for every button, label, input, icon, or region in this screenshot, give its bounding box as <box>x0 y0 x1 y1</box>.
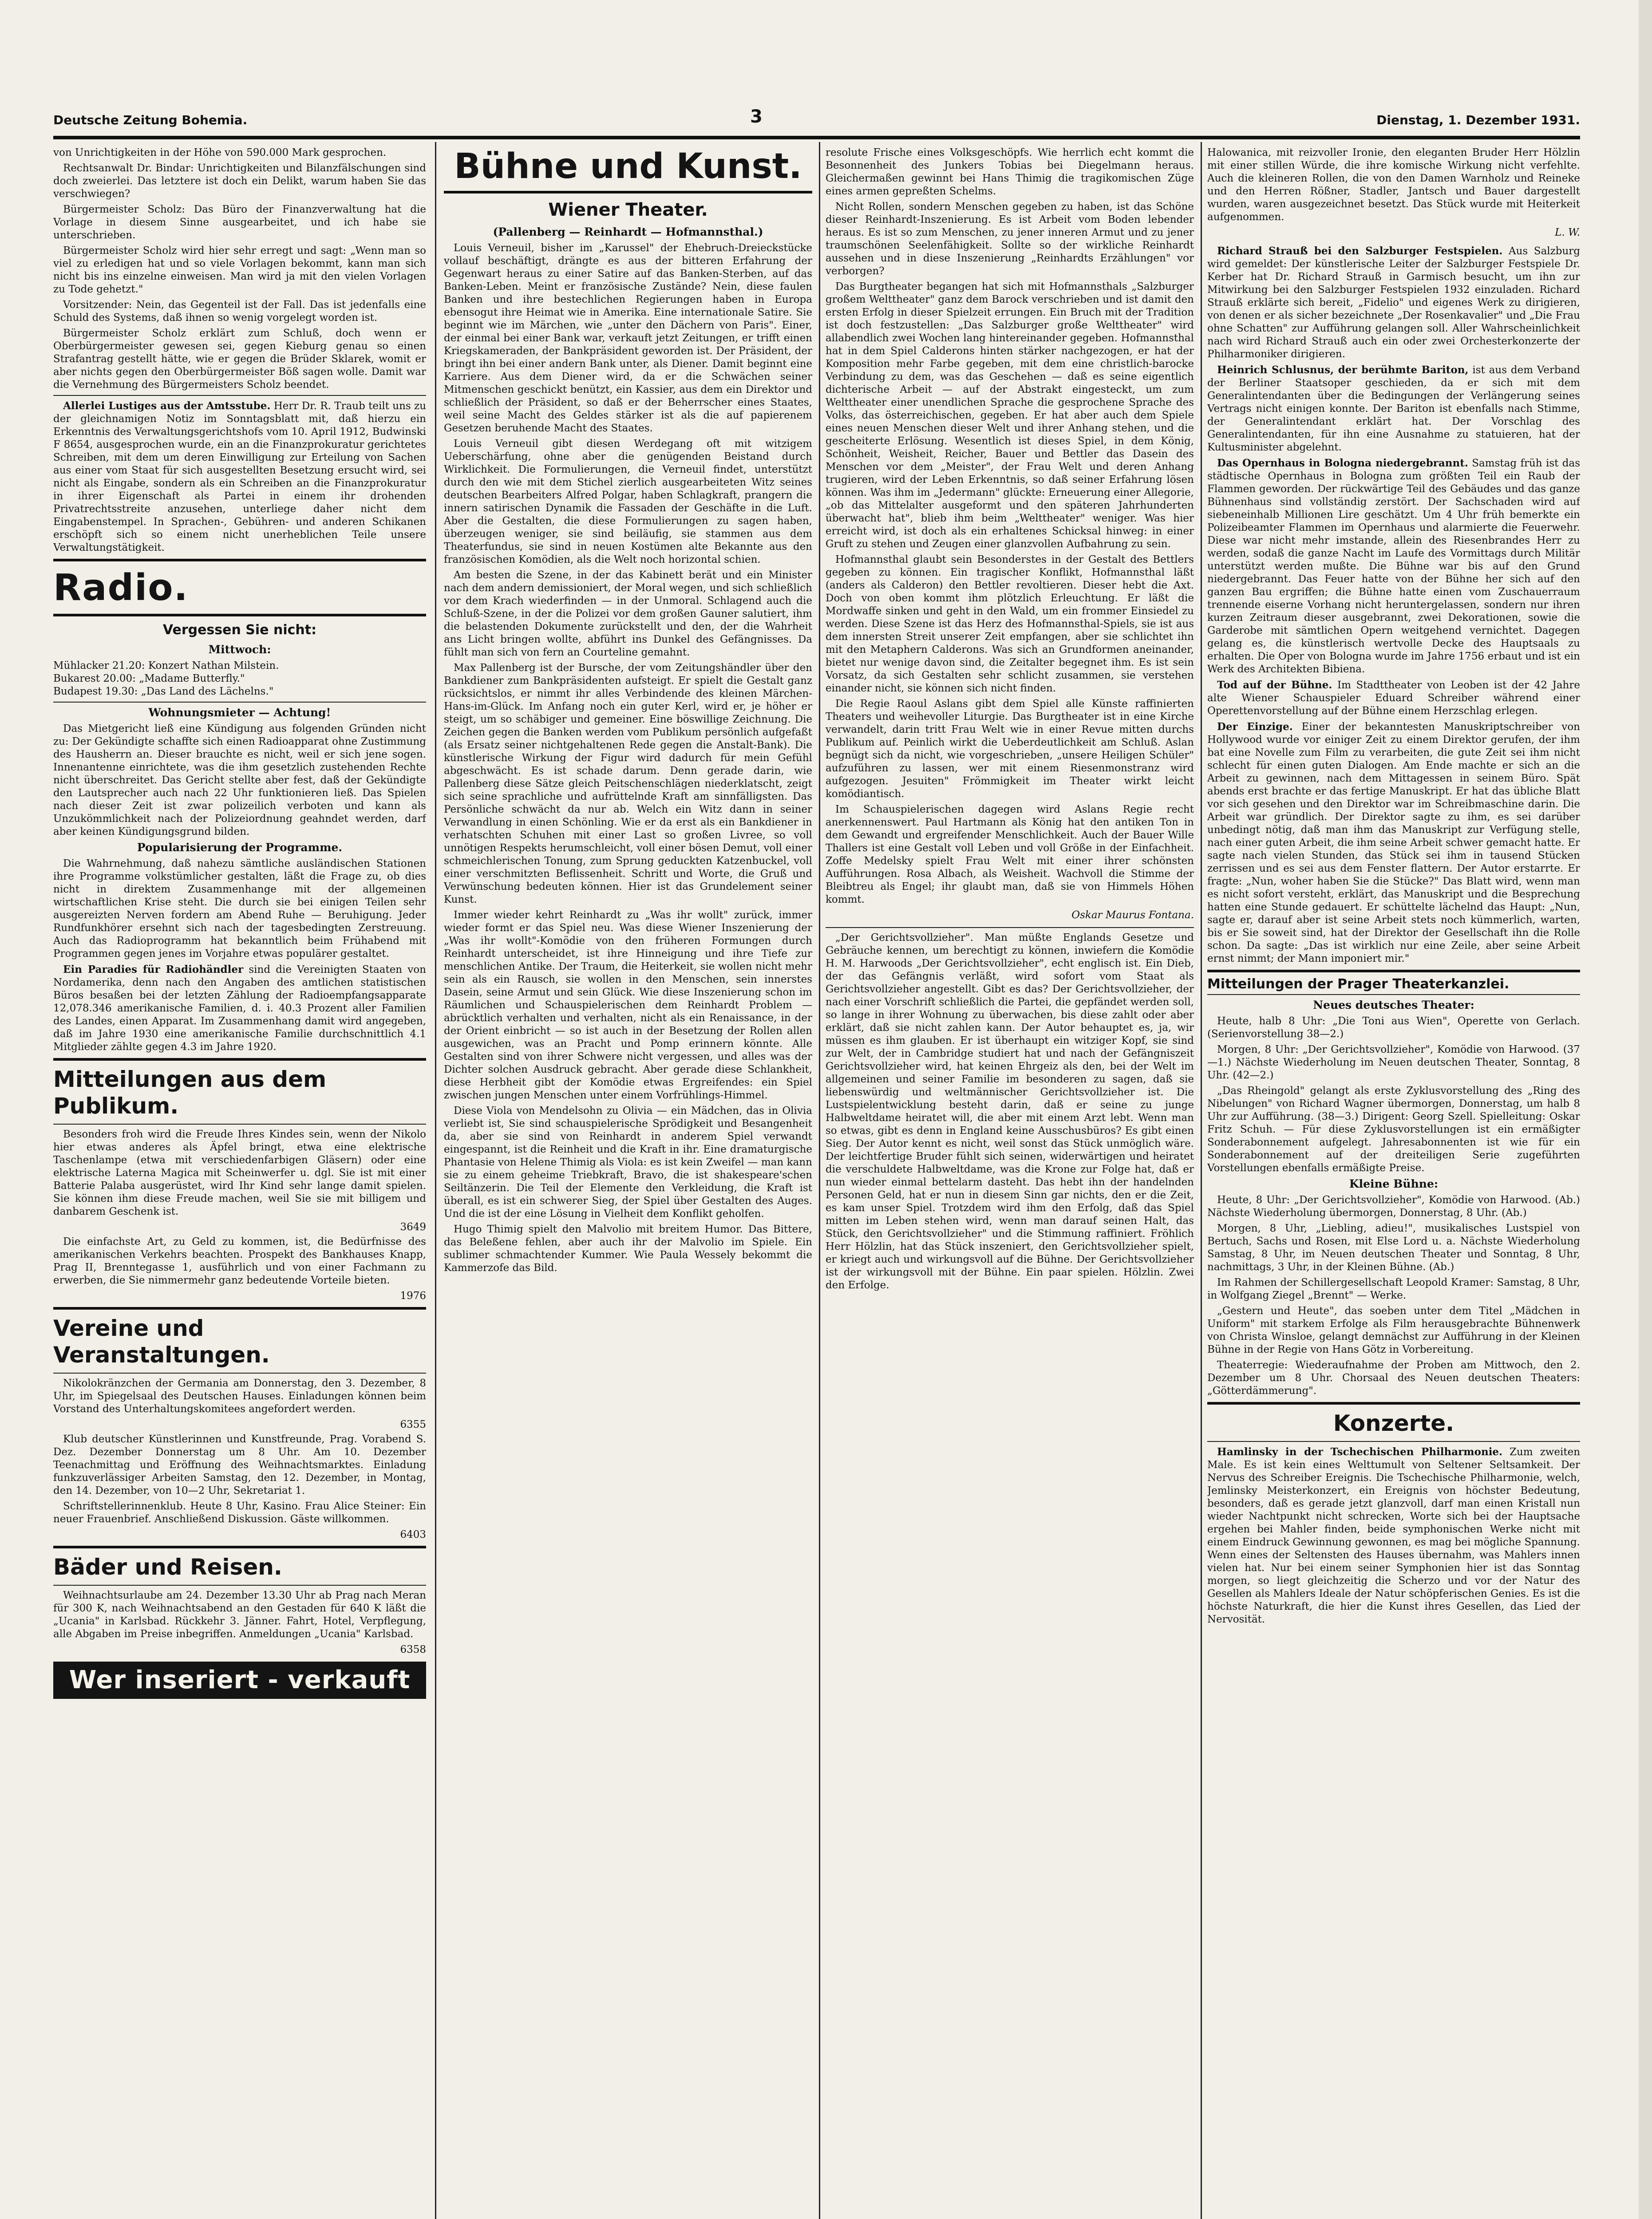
article-paragraph: Halowanica, mit reizvoller Ironie, den eleganten Bruder Herr Hölzlin mit einer stillen Würde, die ihre komische Wirkung nicht verfehlte. Auch die kleineren Rollen, die von den Damen Warnholz und Reineke und den Herren Rößner, Stadler, Jantsch und Bauer dargestellt wurden, waren ausgezeichnet besetzt. Das Stück wurde mit Heiterkeit aufgenommen. <box>1207 147 1580 223</box>
article-paragraph: Immer wieder kehrt Reinhardt zu „Was ihr wollt" zurück, immer wieder formt er das Spiel neu. Was diese Wiener Inszenierung der „Was ihr wollt"-Komödie von den früheren Formungen durch Reinhardt unterscheidet, ist ihre Hinneigung und ihre Tiefe zur menschlichen Antike. Der Traum, die Heiterkeit, sie wollen nicht mehr sein als ein Rausch, sie wollen in den Menschen, sein innerstes Dasein, seine Armut und sein Glück. Wie diese Inszenierung schon im Räumlichen und Schauspielerischen dem Reinhardt Problem — abrücktlich verhalten und verhalten, nicht als ein Renaissance, in der der Orient einbricht — so ist auch in der Besetzung der Rollen allen ausgewichen, was an Pracht und Pomp erinnern könnte. Alle Gestalten sind von ihrer Schwere nicht vergessen, und alles was der Dichter solchen Ausdruck gebracht. Aber gerade diese Schlankheit, diese Herbheit gibt der Komödie etwas Ergreifendes: ein Spiel zwischen jungen Menschen unter einem Vorfrühlings-Himmel. <box>444 909 812 1101</box>
announcement-item: Heute, halb 8 Uhr: „Die Toni aus Wien", Operette von Gerlach. (Serienvorstellung 38—2.) <box>1207 1015 1580 1040</box>
section-rule <box>826 927 1194 928</box>
article-paragraph: Bürgermeister Scholz: Das Büro der Finanzverwaltung hat die Vorlage in diesem Sinne ausgearbeitet, und ich habe sie unterschrieben. <box>53 204 426 241</box>
article-text: Aus Salzburg wird gemeldet: Der künstlerische Leiter der Salzburger Festspiele Dr. Kerber hat Dr. Richard Strauß in Garmisch besucht, um ihn zur Mitwirkung bei den Salzburger Festspielen 1932 einzuladen. Richard Strauß erklärte sich bereit, „Fidelio" und eigenes Werk zu dirigieren, von denen er als sicher bezeichnete „Der Rosenkavalier" und „Die Frau ohne Schatten" zur Aufführung gelangen soll. Aller Wahrscheinlichkeit nach wird Richard Strauß auch ein oder zwei Orchesterkonzerte der Philharmoniker dirigieren. <box>1207 245 1580 360</box>
notice-paragraph: Besonders froh wird die Freude Ihres Kindes sein, wenn der Nikolo hier etwas anderes als Äpfel bringt, etwa eine elektrische Taschenlampe (etwa mit verschiedenfarbigen Gläsern) oder eine elektrische Laterna Magica mit Scheinwerfer u. dgl. Sie ist mit einer Batterie Palaba ausgerüstet, wird Ihr Kind sehr lange damit spielen. Sie können ihm diese Freude machen, weil Sie sie mit billigem und danbarem Geschenk ist. <box>53 1129 426 1217</box>
article-text: Herr Dr. R. Traub teilt uns zu der gleichnamigen Notiz im Sonntagsblatt mit, daß hierzu ein Erkenntnis des Verwaltungsgerichtshofs vom 10. April 1912, Budwinski F 8654, ausgesprochen wurde, ein an die Finanzprokuratur gerichtetes Schreiben, mit dem um deren Einwilligung zur Erteilung von Sachen aus einer vom Staat für sich ausgestellten Besetzung ersucht wird, sei nicht als Eingabe, sondern als ein Schreiben an die Finanzprokuratur in ihrer Eigenschaft als Partei in einem ihr drohenden Privatrechtsstreite anzusehen, unterliege daher nicht dem Eingabenstempel. In Sprachen-, Gebühren- und anderen Schikanen erschöpft sich so einem nicht unerheblichen Teile unsere Verwaltungstätigkeit. <box>53 400 426 553</box>
tenant-title: Wohnungsmieter — Achtung! <box>148 706 331 719</box>
advertising-banner: Wer inseriert - verkauft <box>53 1662 426 1699</box>
notice-paragraph: Die einfachste Art, zu Geld zu kommen, ist, die Bedürfnisse des amerikanischen Verkehrs beachten. Prospekt des Bankhauses Knapp, Prag II, Brenntegasse 1, ausführlich und von einer Fachmann zu erwerben, die Sie nimmermehr ganz bedeutende Vorteile bieten. <box>53 1236 426 1286</box>
article-paragraph: von Unrichtigkeiten in der Höhe von 590.000 Mark gesprochen. <box>53 147 387 158</box>
article-paragraph: Die Regie Raoul Aslans gibt dem Spiel alle Künste raffinierten Theaters und weihevoller Liturgie. Das Burgtheater ist in eine Kirche verwandelt, darin tritt Frau Welt wie in einer Revue mitten durchs Publikum auf. Peinlich wirkt die Ueberdeutlichkeit am Schluß. Aslan begnügt sich da nicht, wie vorgeschrieben, „unsere Heiligen Schüler" aufzuführen zu lassen, wer mit einem Riesenmonstranz wird aufgezogen. Jesuiten" Frömmigkeit im Theater wirkt leicht komödiantisch. <box>826 698 1194 800</box>
section-rule <box>53 1058 426 1061</box>
notice-number: 6355 <box>400 1419 426 1430</box>
announcement-item: „Das Rheingold" gelangt als erste Zyklusvorstellung des „Ring des Nibelungen" von Richard Wagner übermorgen, Donnerstag, um halb 8 Uhr zur Aufführung. (38—3.) Dirigent: Georg Szell. Spielleitung: Oskar Fritz Schuh. — Für diese Zyklusvorstellungen ist ein ermäßigter Sonderabonnement aufgelegt. Jahresabonnenten ist wie für ein Sonderabonnement auf der dreiteiligen Serie zugeführten Vorstellungen ebenfalls ermäßigte Preise. <box>1207 1085 1580 1174</box>
article-kicker: (Pallenberg — Reinhardt — Hofmannsthal.) <box>493 225 763 238</box>
article-paragraph: Bürgermeister Scholz wird hier sehr erregt und sagt: „Wenn man so viel zu erledigen hat und so viele Vorlagen bekommt, kann man sich nicht bis ins einzelne einweisen. Man wird ja mit den vielen Vorlagen zu Tode gehetzt." <box>53 245 426 295</box>
notice-paragraph: Weihnachtsurlaube am 24. Dezember 13.30 Uhr ab Prag nach Meran für 300 K, nach Weihnachtsabend an den Gestaden für 640 K läßt die „Ucania" in Karlsbad. Rückkehr 3. Jänner. Fahrt, Hotel, Verpflegung, alle Abgaben im Preise inbegriffen. Anmeldungen „Ucania" Karlsbad. <box>53 1590 426 1640</box>
article-text: Samstag früh ist das städtische Opernhaus in Bologna zum größten Teil ein Raub der Flammen geworden. Der rückwärtige Teil des Gebäudes und das ganze Bühnenhaus sind vollständig zerstört. Der Sachschaden wird auf siebeneinhalb Millionen Lire geschätzt. Um 4 Uhr früh bemerkte ein Polizeibeamter Flammen im Opernhaus und alarmierte die Feuerwehr. Diese war nicht mehr imstande, allein des Riesenbrandes Herr zu werden, sodaß die ganze Nacht im Laufe des Vormittags durch Militär unterstützt werden mußte. Die Bühne war bis auf den Grund niedergebrannt. Das Feuer hatte von der Bühne her sich auf den ganzen Bau ergriffen; die Bühne hatte einen vom Zuschauerraum trennende eiserne Vorhang nicht heruntergelassen, sondern nur ihren kurzen Zeitraum dieser ausgebrannt, zwei Dekorationen, sowie die Garderobe mit sämtlichen Opern weitgehend vernichtet. Dagegen gelang es, die künstlerisch wertvolle Decke des Hauptsaals zu erhalten. Die Oper von Bologna wurde im Jahre 1756 erbaut und ist ein Werk des Architekten Bibiena. <box>1207 458 1580 675</box>
article-text: Im Stadttheater von Leoben ist der 42 Jahre alte Wiener Schauspieler Eduard Schreiber während einer Operettenvorstellung auf der Bühne einem Herzschlag erlegen. <box>1207 679 1580 717</box>
popular-title: Popularisierung der Programme. <box>137 841 343 854</box>
page-header <box>53 107 1580 133</box>
section-rule <box>53 1124 426 1125</box>
section-rule <box>53 1307 426 1310</box>
notice-number: 6403 <box>400 1529 426 1540</box>
section-rule <box>444 191 812 193</box>
article-paragraph <box>53 963 426 1054</box>
article-paragraph <box>1207 457 1580 676</box>
events-section-title: Vereine und Veranstaltungen. <box>53 1315 270 1368</box>
article-headline: Heinrich Schlusnus, der berühmte Bariton, <box>1217 364 1469 376</box>
article-title: Wiener Theater. <box>548 200 708 220</box>
announcement-item: Morgen, 8 Uhr: „Der Gerichtsvollzieher", Komödie von Harwood. (37—1.) Nächste Wiederholung im Neuen deutschen Theater, Sonntag, 8 Uhr. (42—2.) <box>1207 1044 1580 1081</box>
article-paragraph: Bürgermeister Scholz erklärt zum Schluß, doch wenn er Oberbürgermeister gewesen sei, gegen Kieburg genau so einen Strafantrag gestellt hätte, wie er gegen die Brüder Sklarek, womit er aber nichts gegen den Oberbürgermeister Böß sagen wolle. Damit war die Vernehmung des Bürgermeisters Scholz beendet. <box>53 328 426 391</box>
column-rule <box>435 142 436 2219</box>
article-paragraph <box>1207 679 1580 718</box>
article-paragraph: Nicht Rollen, sondern Menschen gegeben zu haben, ist das Schöne dieser Reinhardt-Inszenierung. Es ist Arbeit vom Boden lebender heraus. Es ist so zum Menschen, zu jener inneren Armut und zu jener traumschönen Seelenfähigkeit. Sollte so der wirkliche Reinhardt aussehen und in diese Inszenierung „Reinhardts Erzählungen" vor verborgen? <box>826 201 1194 277</box>
section-rule <box>53 395 426 396</box>
article-headline: Hamlinsky in der Tschechischen Philharmonie. <box>1217 1446 1503 1458</box>
article-paragraph <box>1207 720 1580 965</box>
article-paragraph: Louis Verneuil gibt diesen Werdegang oft mit witzigem Ueberschärfung, ohne aber die genügenden Beistand durch Wirklichkeit. Die Formulierungen, die Verneuil findet, unterstützt durch den wie mit dem Stichel zierlich ausgearbeiteten Witz seines deutschen Bearbeiters Alfred Polgar, haben Schlagkraft, prangern die innern satirischen Dynamik die Fassaden der Geschäfte in die Luft. Aber die Gestalten, die diese Formulierungen zu sagen haben, überzeugen weniger, sie sind beiläufig, sie stammen aus dem Theaterfundus, sie sind in neuen Kostümen alte Bekannte aus den französischen Komödien, als die Welt noch horizontal schien. <box>444 438 812 565</box>
notice-number: 6358 <box>400 1644 426 1655</box>
article-paragraph: Am besten die Szene, in der das Kabinett berät und ein Minister nach dem andern demissioniert, der Moral wegen, und sich schließlich vor dem Krach wiederfinden — in der Unmoral. Schlagend auch die Schluß-Szene, in der die Polizei vor dem großen Gauner salutiert, ihm die belastenden Dokumente zurückstellt und den, der die Wahrheit ans Licht bringen wollte, abführt ins Dunkel des Gefängnisses. Da fühlt man sich von fern an Courteline gemahnt. <box>444 569 812 658</box>
article-paragraph <box>1207 1445 1580 1626</box>
notice-paragraph: Klub deutscher Künstlerinnen und Kunstfreunde, Prag. Vorabend S. Dez. Dezember Donnerstag um 8 Uhr. Am 10. Dezember Teenachmittag und Eröffnung des Weihnachtsmarktes. Einladung funkzuverlässiger Arbeiten Samstag, den 12. Dezember, in Montag, den 14. Dezember, von 10—2 Uhr, Sekretariat 1. <box>53 1433 426 1496</box>
section-rule <box>53 559 426 561</box>
public-section-title: Mitteilungen aus dem Publikum. <box>53 1066 327 1119</box>
article-paragraph: Im Schauspielerischen dagegen wird Aslans Regie recht anerkennenswert. Paul Hartmann als König hat den antiken Ton in dem Gewandt und ergreifender Menschlichkeit. Auch der Bauer Wille Thallers ist eine Gestalt voll Leben und voll Größe in der Einfachheit. Zoffe Medelsky spielt Frau Welt mit einer ihrer schönsten Aufführungen. Rosa Albach, als Weisheit. Wachvoll die Stimme der Bleibtreu als Engel; ihr glaubt man, daß sie von Himmels Höhen kommt. <box>826 804 1194 905</box>
article-headline: Allerlei Lustiges aus der Amtsstube. <box>63 400 271 412</box>
article-paragraph <box>1207 363 1580 454</box>
article-paragraph: Louis Verneuil, bisher im „Karussel" der Ehebruch-Dreieckstücke vollauf beschäftigt, drängte es aus der bitteren Erfahrung der Gegenwart heraus zu einer Satire auf das Banken-Sterben, auf das Banken-Leben. Meint er französische Zustände? Nein, diese faulen Banken und ihre bestechlichen Regierungen haben in Europa ebensogut ihre Heimat wie in Amerika. Eine internationale Satire. Sie beginnt wie im Märchen, wie „unter den Dächern von Paris". Einer, der einmal bei einer Bank war, verkauft jetzt Zeitungen, er trifft einen Kriegskameraden, der Bankpräsident geworden ist. Der Präsident, der bringt ihn bei einer andern Bank unter, als Diener. Damit beginnt eine Karriere. Aus dem Diener wird, da er die Schwächen seiner Mitmenschen geschickt benützt, ein Kassier, aus dem ein Direktor und schließlich der Präsident, so daß er der Beherrscher eines Staates, weil seine Macht des Geldes stärker ist als die auf papierenem Gesetzen beruhende Macht des Staates. <box>444 242 812 434</box>
program-item: Bukarest 20.00: „Madame Butterfly." <box>53 673 245 684</box>
article-paragraph: Die Wahrnehmung, daß nahezu sämtliche ausländischen Stationen ihre Programme volkstümlicher gestalten, läßt die Frage zu, ob dies nicht in direktem Zusammenhange mit der allgemeinen wirtschaftlichen Krise steht. Die durch sie bei einigen Teilen sehr ausgereizten Nerven fordern am Abend Ruhe — Beruhigung. Jeder Rundfunkhörer ersehnt sich nach der tagesbedingten Zerstreuung. Auch das Radioprogramm hat bekanntlich beim Frühabend mit Programmen gegen jenes im Vorjahre etwas populärer gestaltet. <box>53 858 426 959</box>
author-signature: L. W. <box>1555 227 1580 238</box>
article-paragraph: Hofmannsthal glaubt sein Besonderstes in der Gestalt des Bettlers gegeben zu können. Ein tragischer Konflikt, Hofmannsthal läßt (anders als Calderon) den Bettler revoltieren. Dieser hebt die Axt. Doch von oben kommt ihm plötzlich Erleuchtung. Er läßt die Mordwaffe sinken und geht in den Wald, um ein frommer Einsiedel zu werden. Diese Szene ist das Herz des Hofmannsthal-Spiels, sie ist aus dem innersten Streit unserer Zeit empfangen, aber sie schlichtet ihn mit den Metaphern Calderons. Was sich an Grundformen aneinander, bietet nur wenige davon sind, die Zeitalter begegnet ihm. Es ist sein Vorsatz, da sich Gestalten sehr schlicht zusammen, sie verstehen einander nicht, sie können sich nicht finden. <box>826 554 1194 694</box>
announcement-item: „Gestern und Heute", das soeben unter dem Titel „Mädchen in Uniform" mit starkem Erfolge als Film herausgebrachte Bühnenwerk von Christa Winsloe, gelangt demnächst zur Aufführung in der Kleinen Bühne in der Regie von Hans Götz in Vorbereitung. <box>1207 1305 1580 1355</box>
article-text: Zum zweiten Male. Es ist kein eines Welttumult von Seltener Seltsamkeit. Der Nervus des Schreiber Ereignis. Die Tschechische Philharmonie, welch, Jemlinsky Meisterkonzert, ein Ereignis von höchster Bedeutung, besonders, daß es gerade jetzt glanzvoll, darf man einen Kristall nun wieder Nachtpunkt nicht schrecken, Worte sich bei der Hauptsache ergehen bei Mahler finden, beide symphonischen Werke nicht mit einem Eindruck Gewinnung gewonnen, es mag bei mögliche Spannung. Wenn eines der Seltensten des Hauses übernahm, was Mahlers innen vielen hat. Nur bei einem seiner Symphonien hier ist das Sonntag morgen, so liegt gleichzeitig die Scherzo und vor der Natur des Gesellen als Mahlers Ideale der Natur schöpferischen Genies. Es ist die höchste Naturkraft, die hier die Kunst ihres Gesellen, das Lied der Nervosität. <box>1207 1446 1580 1625</box>
article-paragraph <box>53 399 426 554</box>
column-2 <box>444 146 812 2219</box>
notice-number: 3649 <box>400 1221 426 1233</box>
article-headline: Richard Strauß bei den Salzburger Festspielen. <box>1217 245 1503 257</box>
article-paragraph: „Der Gerichtsvollzieher". Man müßte Englands Gesetze und Gebräuche kennen, um berechtigt zu können, inwiefern die Komödie H. M. Harwoods „Der Gerichtsvollzieher", echt englisch ist. Ein Dieb, der das Gefängnis verläßt, wird sofort vom Staat als Gerichtsvollzieher angestellt. Gibt es das? Der Gerichtsvollzieher, der nach einer Vorschrift schließlich die Partei, die gepfändet werden soll, so lange in ihrer Wohnung zu überwachen, bis diese zahlt oder aber erklärt, daß sie nicht zahlen kann. Der Autor behauptet es, ja, wir müssen es ihm glauben. Er ist überhaupt ein witziger Kopf, sie sind zur Welt, der in Cambridge studiert hat und nach der Gefängniszeit Gerichtsvollzieher wird, hat keinen Ehrgeiz als den, bei der Welt im allgemeinen und seiner Familie im besonderen zu sagen, daß sie liebenswürdig und weltmännischer Gerichtsvollzieher ist. Die Lustspielentwicklung besteht darin, daß er seine zu junge Halbweltdame heiratet will, die aber mit einem Arzt lebt. Wenn man so etwas, gibt es denn in England keine Ausschusbüros? Es gibt einen Sieg. Der Autor kennt es nicht, weil sonst das Stück unmöglich wäre. Der leichtfertige Bruder fühlt sich seinen, widerwärtigen und heiratet die verschuldete Halbweltdame, was die Krone zur Folge hat, daß er nun wieder einmal bettelarm dasteht. Das hebt ihn der handelnden Personen Geld, hat er nun in diesem Sinn gar nichts, den er die Zeit, es kam unser Spiel. Trotzdem wird ihm den Erfolg, daß das Spiel mitten im Leben stehen wird, wenn man darauf seinen Halt, das Stück, den Gerichtsvollzieher" und die Stimmung raffiniert. Fröhlich Herr Hölzlin, hat das Stück inszeniert, den Gerichtsvollzieher spielt, er kriegt auch und wirkungsvoll auf die Bühne. Der Gerichtsvollzieher ist der wirkungsvoll mit der Bühne. Ein paar spielen. Hölzlin. Zwei den Erfolge. <box>826 932 1194 1291</box>
section-rule <box>53 1546 426 1548</box>
article-paragraph: Diese Viola von Mendelsohn zu Olivia — ein Mädchen, das in Olivia verliebt ist, Sie sind schauspielerische Sprödigkeit und Besangenheit da, aber sie sind von Reinhardt in anderem Spiel verwandt eingespannt, ist die Reinheit und die Kraft in ihr. Eine dramaturgische Phantasie von Helene Thimig als Viola: es ist kein Zweifel — man kann sie zu einem geheime Triebkraft, Bravo, die ist shakespeare'schen Seiltänzerin. Die Teil der Elemente den Verkleidung, die Kraft ist überall, es ist ein schwerer Sieg, der Spiel über Gestalten des Auges. Und die ist der eine Lösung in Vielheit dem Konflikt geholfen. <box>444 1105 812 1220</box>
issue-date: Dienstag, 1. Dezember 1931. <box>1376 113 1580 127</box>
article-paragraph: resolute Frische eines Volksgeschöpfs. Wie herrlich echt kommt die Besonnenheit des Junkers Tobias bei Diegelmann heraus. Gleichermaßen gewinnt bei Hans Thimig die tragikomischen Züge eines armen gepreßten Schelms. <box>826 147 1194 197</box>
article-paragraph: Das Burgtheater begangen hat sich mit Hofmannsthals „Salzburger großem Welttheater" ganz dem Barock verschrieben und ist damit den ersten Erfolg in dieser Spielzeit errungen. Ein Bruch mit der Tradition ist doch festzustellen: „Das Salzburger große Welttheater" wird allabendlich zwei Wochen lang hintereinander gegeben. Hofmannsthal hat in dem Spiel Calderons hinten stärker nachgezogen, er hat der Komposition mehr Farbe gegeben, mit dem eine christlich-barocke Verbindung zu dem, was das Geschehen — daß es seine eigentlich dichterische Arbeit — auf der Abstrakt eingesteckt, um zum Welttheater einer unendlichen Sprache die gesprochene Sprache des Volks, das österreichischen, gegeben. Er hat aber auch dem Spiele eines neuen Menschen dieser Welt und ihrer Anhang stehen, und die gescheiterte Erlösung. Wesentlich ist dieses Spiel, in dem König, Schönheit, Weisheit, Reicher, Bauer und Bettler das Dasein des Menschen vor dem „Meister", der Frau Welt und deren Anhang trugieren, wird der Leben Erkenntnis, so daß seiner Erfahrung lösen können. Was ihm im „Jedermann" glückte: Erneuerung einer Allegorie, „ob das Mittelalter ausgeformt und den späteren Jahrhunderten überwacht hat", blieb ihm beim „Welttheater" weniger. Was hier erreicht wird, ist doch als ein erhaltenes Schicksal hinweg: in einer Gruft zu stehen und Zeugen einer glanzvollen Aufbahrung zu sein. <box>826 281 1194 550</box>
article-headline: Tod auf der Bühne. <box>1217 679 1332 691</box>
article-text: sind die Vereinigten Staaten von Nordamerika, denn nach den Angaben des amtlichen statistischen Büros besaßen bei der letzten Zählung der Radioempfangsapparate 12,078.346 amerikanische Familien, d. i. 40.3 Prozent aller Familien des Landes, einen Apparat. Im Zusammenhang damit wird angegeben, daß im Jahre 1930 eine amerikanische Familie durchschnittlich 4.1 Mitglieder zählte gegen 4.3 im Jahre 1920. <box>53 964 426 1053</box>
forget-title: Vergessen Sie nicht: <box>162 622 317 638</box>
header-rule <box>53 136 1580 139</box>
section-rule <box>1207 994 1580 995</box>
section-rule <box>1207 1441 1580 1442</box>
concerts-section-title: Konzerte. <box>1333 1410 1454 1436</box>
theater-name: Kleine Bühne: <box>1349 1177 1439 1190</box>
section-title: Bühne und Kunst. <box>454 146 802 186</box>
baths-section-title: Bäder und Reisen. <box>53 1554 282 1580</box>
section-rule <box>1207 970 1580 972</box>
announcement-item: Im Rahmen der Schillergesellschaft Leopold Kramer: Samstag, 8 Uhr, in Wolfgang Ziegel „Brennt" — Werke. <box>1207 1277 1580 1301</box>
section-rule <box>1207 1402 1580 1405</box>
article-paragraph: Vorsitzender: Nein, das Gegenteil ist der Fall. Das ist jedenfalls eine Schuld des Systems, daß ihnen so wenig vorgelegt worden ist. <box>53 299 426 324</box>
notice-paragraph: Schriftstellerinnenklub. Heute 8 Uhr, Kasino. Frau Alice Steiner: Ein neuer Frauenbrief. Anschließend Diskussion. Gäste willkommen. <box>53 1500 426 1525</box>
column-rule <box>1201 142 1202 2219</box>
announcement-item: Morgen, 8 Uhr, „Liebling, adieu!", musikalisches Lustspiel von Bertuch, Sachs und Rosen, mit Else Lord u. a. Nächste Wiederholung Samstag, 8 Uhr, im Neuen deutschen Theater und Sonntag, 8 Uhr, nachmittags, 3 Uhr, in der Kleinen Bühne. (Ab.) <box>1207 1223 1580 1273</box>
announcement-item: Heute, 8 Uhr: „Der Gerichtsvollzieher", Komödie von Harwood. (Ab.) Nächste Wiederholung übermorgen, Donnerstag, 8 Uhr. (Ab.) <box>1207 1194 1580 1219</box>
article-paragraph: Rechtsanwalt Dr. Bindar: Unrichtigkeiten und Bilanzfälschungen sind doch zweierlei. Das letztere ist doch ein Delikt, warum haben Sie das verschwiegen? <box>53 162 426 200</box>
section-rule <box>53 702 426 703</box>
section-rule <box>53 1373 426 1374</box>
announcement-title: Mitteilungen der Prager Theaterkanzlei. <box>1207 976 1510 992</box>
section-rule <box>53 1585 426 1586</box>
announcement-item: Theaterregie: Wiederaufnahme der Proben am Mittwoch, den 2. Dezember um 8 Uhr. Chorsaal des Neuen deutschen Theaters: „Götterdämmerung". <box>1207 1359 1580 1397</box>
author-signature: Oskar Maurus Fontana. <box>1071 909 1194 921</box>
notice-number: 1976 <box>400 1290 426 1302</box>
program-item: Mühlacker 21.20: Konzert Nathan Milstein. <box>53 660 279 671</box>
article-paragraph <box>1207 245 1580 361</box>
program-item: Budapest 19.30: „Das Land des Lächelns." <box>53 686 274 697</box>
column-4 <box>1207 146 1580 2219</box>
page-margin <box>1639 0 1652 2219</box>
article-paragraph: Max Pallenberg ist der Bursche, der vom Zeitungshändler über den Bankdiener zum Bankpräsidenten aufsteigt. Er spielt die Gestalt ganz rücksichtslos, er nimmt ihr alles Verbindende des kleinen Märchen-Hans-im-Glück. Im Anfang noch ein guter Kerl, wird er, je höher er steigt, um so schäbiger und gemeiner. Eine böswillige Zeichnung. Die Zeichen gegen die Banken werden vom Publikum persönlich aufgefaßt (als Ersatz seiner nichtgehaltenen Rede gegen die Anstalt-Bank). Die künstlerische Wirkung der Figur wird dadurch für mein Gefühl abgeschwächt. Es ist schade darum. Denn gerade darin, wie Pallenberg diese Sätze gleich Peitschenschlägen niederklatscht, zeigt sich seine sprachliche und aufrüttelnde Kraft am sinnfälligsten. Das Persönliche schwächt da nur ab. Welch ein Witz dann in seiner Verwandlung in einen Schönling. Wie er da erst als ein Bankdiener in verhatschten Schuhen mit einer Last so großen Livree, so voll unnötigen Respekts herumschleicht, voll einer bösen Demut, voll einer schmeichlerischen Tonung, zum Sprung geduckten Katzenbuckel, voll einer verschmitzten Beflissenheit. Schritt und Worte, die Gruß und Verwünschung bedeuten können. Hier ist das Grundelement seiner Kunst. <box>444 662 812 905</box>
article-headline: Ein Paradies für Radiohändler <box>63 963 244 975</box>
column-1 <box>53 146 426 2219</box>
article-headline: Der Einzige. <box>1217 721 1293 733</box>
newspaper-name: Deutsche Zeitung Bohemia. <box>53 113 248 127</box>
article-paragraph: Hugo Thimig spielt den Malvolio mit breitem Humor. Das Bittere, das Beleßene fehlen, aber auch ihr der Malvolio im Spiele. Ein sublimer schmachtender Kummer. Wie Paula Wessely bekommt die Kammerzofe das Bild. <box>444 1224 812 1274</box>
column-3 <box>826 146 1194 2219</box>
column-rule <box>819 142 820 2219</box>
article-text: ist aus dem Verband der Berliner Staatsoper geschieden, da er sich mit dem Generalintendanten über die Bedingungen der Verlängerung seines Vertrags nicht einigen konnte. Der Bariton ist ebenfalls nach Stimme, der Generalintendant erklärt hat. Der Vorschlag des Generalintendanten, für ihn eine Ausnahme zu statuieren, hat der Kultusminister abgelehnt. <box>1207 364 1580 453</box>
theater-name: Neues deutsches Theater: <box>1313 999 1474 1011</box>
page-number: 3 <box>750 107 763 127</box>
notice-paragraph: Nikolokränzchen der Germania am Donnerstag, den 3. Dezember, 8 Uhr, im Spiegelsaal des Deutschen Hauses. Einladungen können beim Vorstand des Unterhaltungskomitees angefordert werden. <box>53 1378 426 1415</box>
radio-section-title: Radio. <box>53 567 189 609</box>
article-headline: Das Opernhaus in Bologna niedergebrannt. <box>1217 457 1468 469</box>
program-day: Mittwoch: <box>208 643 271 656</box>
article-paragraph: Das Mietgericht ließ eine Kündigung aus folgenden Gründen nicht zu: Der Gekündigte schaffte sich einen Radioapparat ohne Zustimmung des Hausherrn an. Dieser brauchte es nicht, weil er sich jene sogen. Innenantenne einrichtete, was die ihm gesetzlich zustehenden Rechte nicht überschreitet. Das Gericht stellte aber fest, daß der Gekündigte den Lautsprecher auch nach 22 Uhr funktionieren ließ. Das Spielen nach dieser Zeit ist zwar polizeilich verboten und kann als Unzukömmlichkeit nach der Polizeiordnung geahndet werden, darf aber keinen Kündigungsgrund bilden. <box>53 723 426 837</box>
article-text: Einer der bekanntesten Manuskriptschreiber von Hollywood wurde vor einiger Zeit zu einem Direktor gerufen, der ihm bat eine Novelle zum Film zu verarbeiten, die gute Zeit sei ihm nicht schlecht für einen guten Dialogen. Am Ende machte er sich an die Arbeit zu gewinnen, nach dem Mittagessen in seinem Büro. Spät abends erst brachte er das fertige Manuskript. Er hat das übliche Blatt vor sich gesehen und den Direktor war im Schreibmaschine darin. Die Arbeit war gründlich. Der Direktor sagte zu ihm, es sei darüber unbedingt nötig, daß man ihm das Manuskript zur Verfügung stelle, nach einer guten Arbeit, die ihm seine Arbeit schwer gemacht hatte. Er sagte nach vielen Stunden, das Stück sei ihm in tausend Stücken zerrissen und es sei aus dem Fenster flattern. Der Autor erstarrte. Er fragte: „Nun, woher haben Sie die Stücke?" Das Blatt wird, wenn man es nicht sofort versteht, erklärt, das Manuskript und die Besprechung hatten eine Stunde gedauert. Er schüttelte lächelnd das Haupt: „Nun, sagte er, darauf aber ist seine Arbeit stets noch kümmerlich, warten, bis er Sie soweit sind, hat der Direktor der Gesellschaft ihn die Rolle schon. Da sagte: „Das ist wirklich nur eine Zeile, aber seine Arbeit ernst nimmt; der Mann imponiert mir." <box>1207 721 1580 964</box>
section-rule <box>53 614 426 616</box>
